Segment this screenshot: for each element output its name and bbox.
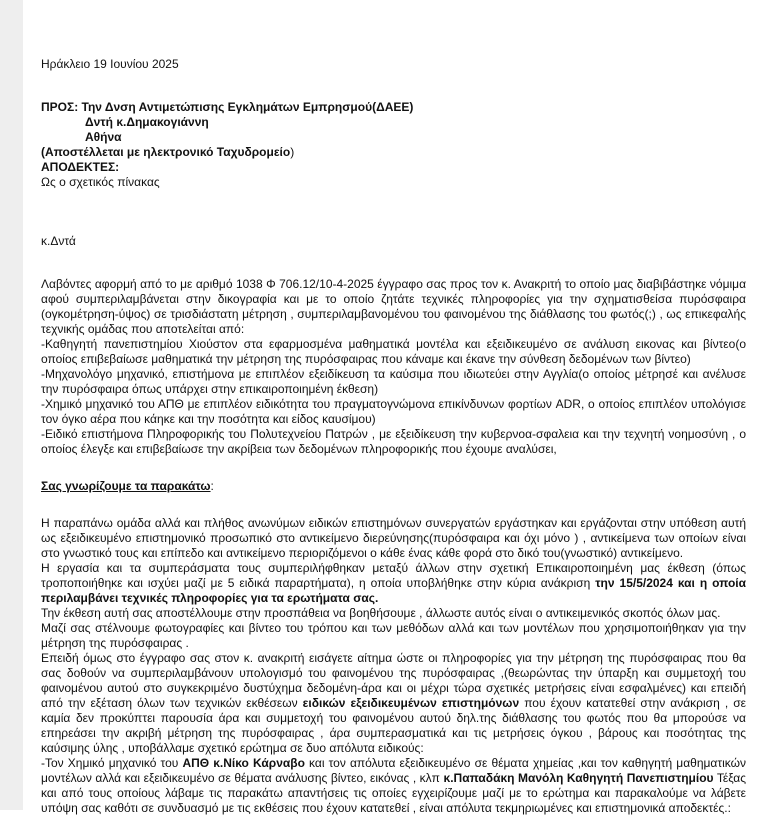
body-paragraph-5-text-c: που έχουν κατατεθεί στην ανάκριση , σε καμία δεν προκύπτει παρουσία άρα και συμμετοχή του φαινομένου αυτού δηλ.της διάθλασης του φωτός που θα μπορούσε να επηρεάσει την ακριβή μέτρηση της πυρόσφαιρας , άρα συμπερασματικά και τις μετρήσεις όγκου , βάρους και ποσότητας της καύσιμης ύλης , υποβάλλαμε σχετικό ερώτημα σε δυο απόλυτα ειδικούς: — [41, 696, 746, 755]
team-list — [41, 337, 746, 457]
page-left-edge — [0, 0, 23, 810]
recipient-line-4 — [41, 145, 746, 160]
body-paragraph-4: Μαζί σας στέλνουμε φωτογραφίες και βίντεο του τρόπου και των μεθόδων αλλά και των μοντέλων που χρησιμοποιήθηκαν για την μέτρηση της πυρόσφαιρας . — [41, 621, 746, 650]
team-member-2: -Μηχανολόγο μηχανικό, επιστήμονα με επιπλέον εξειδίκευση τα καύσιμα που ιδιωτεύει στην Αγγλία(ο οποίος μέτρησέ και ανέλυσε την πυρόσφαιρα όπως υπάρχει στην επικαιροποιημένη έκθεση) — [41, 367, 746, 396]
body-paragraph-6-bold-1: ΑΠΘ κ.Νίκο Κάρναβο — [182, 756, 305, 770]
body-paragraph-6-bold-2: κ.Παπαδάκη Μανόλη Καθηγητή Πανεπιστημίου — [443, 771, 714, 785]
team-member-4: -Ειδικό επιστήμονα Πληροφορικής του Πολυτεχνείου Πατρών , με εξειδίκευση την κυβερνοα-σφαλεια και την τεχνητή νοημοσύνη , ο οποίος έλεγξε και επιβεβαίωσε την ακρίβεια των δεδομένων πληροφορικής που έχουμε αναλύσει, — [41, 427, 746, 456]
team-member-3: -Χημικό μηχανικό του ΑΠΘ με επιπλέον ειδικότητα του πραγματογνώμονα επικίνδυνων φορτίων ADR, ο οποίος επιπλέον υπολόγισε τον όγκο αέρα που κάηκε και την ποσότητα και είδος καυσίμου) — [41, 397, 746, 426]
section-heading-text: Σας γνωρίζουμε τα παρακάτω — [41, 479, 211, 493]
intro-paragraph: Λαβόντες αφορμή από το με αριθμό 1038 Φ 706.12/10-4-2025 έγγραφο σας προς τον κ. Ανακριτή το οποίο μας διαβιβάστηκε νόμιμα αφού συμπεριλαμβάνεται στην δικογραφία και με το οποίο ζητάτε τεχνικές πληροφορίες για την σχηματισθείσα πυρόσφαιρα (ογκομέτρηση-ύψος) σε τρισδιάστατη μέτρηση , συμπεριλαμβανομένου του φαινομένου της διάθλασης του φωτός(;) , ως επικεφαλής τεχνικής ομάδας που αποτελείται από: — [41, 277, 746, 336]
body-paragraph-5 — [41, 651, 746, 756]
letter-date: Ηράκλειο 19 Ιουνίου 2025 — [41, 57, 179, 71]
letter-body — [41, 57, 746, 816]
body-paragraph-5-bold: ειδικών εξειδικευμένων επιστημόνων — [302, 696, 520, 710]
body-paragraph-1: Η παραπάνω ομάδα αλλά και πλήθος ανωνύμων ειδικών επιστημόνων συνεργατών εργάστηκαν και εργάζονται στην υπόθεση αυτή ως εξειδικευμένο επιστημονικό προσωπικό στο αντικείμενο διερεύνησης(πυρόσφαιρα και όχι μόνο ) , αντικείμενα των οποίων είναι στο γνωστικό τους και επίπεδο και αντικείμενο περιοριζόμενοι ο κάθε ένας κάθε φορά στο δικό του(γνωστικό) αντικείμενο. — [41, 516, 746, 560]
cc-value: Ως ο σχετικός πίνακας — [41, 175, 160, 189]
body-paragraph-3: Την έκθεση αυτή σας αποστέλλουμε στην προσπάθεια να βοηθήσουμε , άλλωστε αυτός είναι ο αντικειμενικός σκοπός όλων μας. — [41, 606, 721, 620]
body-paragraph-6-text-a: -Τον Χημικό μηχανικό του — [41, 756, 183, 770]
recipient-block — [41, 100, 746, 190]
cc-label: ΑΠΟΔΕΚΤΕΣ: — [41, 160, 120, 174]
email-note: (Αποστέλλεται με ηλεκτρονικό Ταχυδρομείο — [41, 145, 291, 159]
recipient-line-1: ΠΡΟΣ: Την Δνση Αντιμετώπισης Εγκλημάτων Εμπρησμού(ΔΑΕΕ) — [41, 100, 414, 114]
body-paragraph-2-bold: την 15/5/2024 και η οποία περιλαμβάνει τεχνικές πληροφορίες για τα ερωτήματα σας. — [41, 576, 746, 605]
email-note-end: ) — [290, 145, 295, 159]
body-paragraph-2 — [41, 561, 746, 606]
recipient-line-2: Δντή κ.Δημακογιάννη — [85, 115, 209, 129]
body-paragraph-6 — [41, 756, 746, 816]
body-paragraph-2-text: Η εργασία και τα συμπεράσματα τους συμπεριλήφθηκαν μεταξύ άλλων στην σχετική Επικαιροποιημένη μας έκθεση (όπως τροποποιήθηκε και ισχύει μαζί με 5 ειδικά παραρτήματα), η οποία υποβλήθηκε στην κύρια ανάκριση — [41, 561, 746, 590]
salutation: κ.Δντά — [41, 234, 76, 248]
section-heading-colon: : — [210, 479, 214, 493]
team-member-1: -Καθηγητή πανεπιστημίου Χιούστον στα εφαρμοσμένα μαθηματικά μοντέλα και εξειδικευμένο σε ανάλυση εικονας και βίντεο(ο οποίος επιβεβαίωσε μαθηματικά την μέτρηση της πυρόσφαιρας που κάναμε και έκανε την σύνθεση δεδομένων των βίντεο) — [41, 337, 746, 366]
body-paragraph-6-text-c: και τον απόλυτα εξειδικευμένο σε θέματα χημείας ,και τον καθηγητή μαθηματικών μοντέλων αλλά και εξειδικευμένο σε θέματα ανάλυσης βίντεο, εικόνας , κλπ — [41, 756, 746, 785]
body-paragraph-5-text-a: Επειδή όμως στο έγγραφο σας στον κ. ανακριτή εισάγετε αίτημα ώστε οι πληροφορίες για την μέτρηση της πυρόσφαιρας που θα σας δοθούν να συμπεριλαμβάνουν υπολογισμό του φαινομένου της πυρόσφαιρας ,(θεωρώντας την ύπαρξη και συμμετοχή του φαινομένου αυτού στο συγκεκριμένο δυστύχημα δεδομένη-άρα και οι μέχρι τώρα σχετικές μετρήσεις είναι εσφαλμένες) και επειδή από την εξέταση όλων των τεχνικών εκθέσεων — [41, 651, 746, 710]
section-heading — [41, 479, 746, 494]
body-paragraph-6-text-e: Τέξας και από τους οποίους λάβαμε τις παρακάτω απαντήσεις τις οποίες εγχειρίζουμε μαζί με το ερώτημα και παρακαλούμε να λάβετε υπόψη σας καθότι σε συνδυασμό με τις εκθέσεις που έχουν κατατεθεί , είναι απόλυτα τεκμηριωμένες και επιστημονικά αποδεκτές.: — [41, 771, 746, 815]
recipient-line-3: Αθήνα — [85, 130, 122, 144]
